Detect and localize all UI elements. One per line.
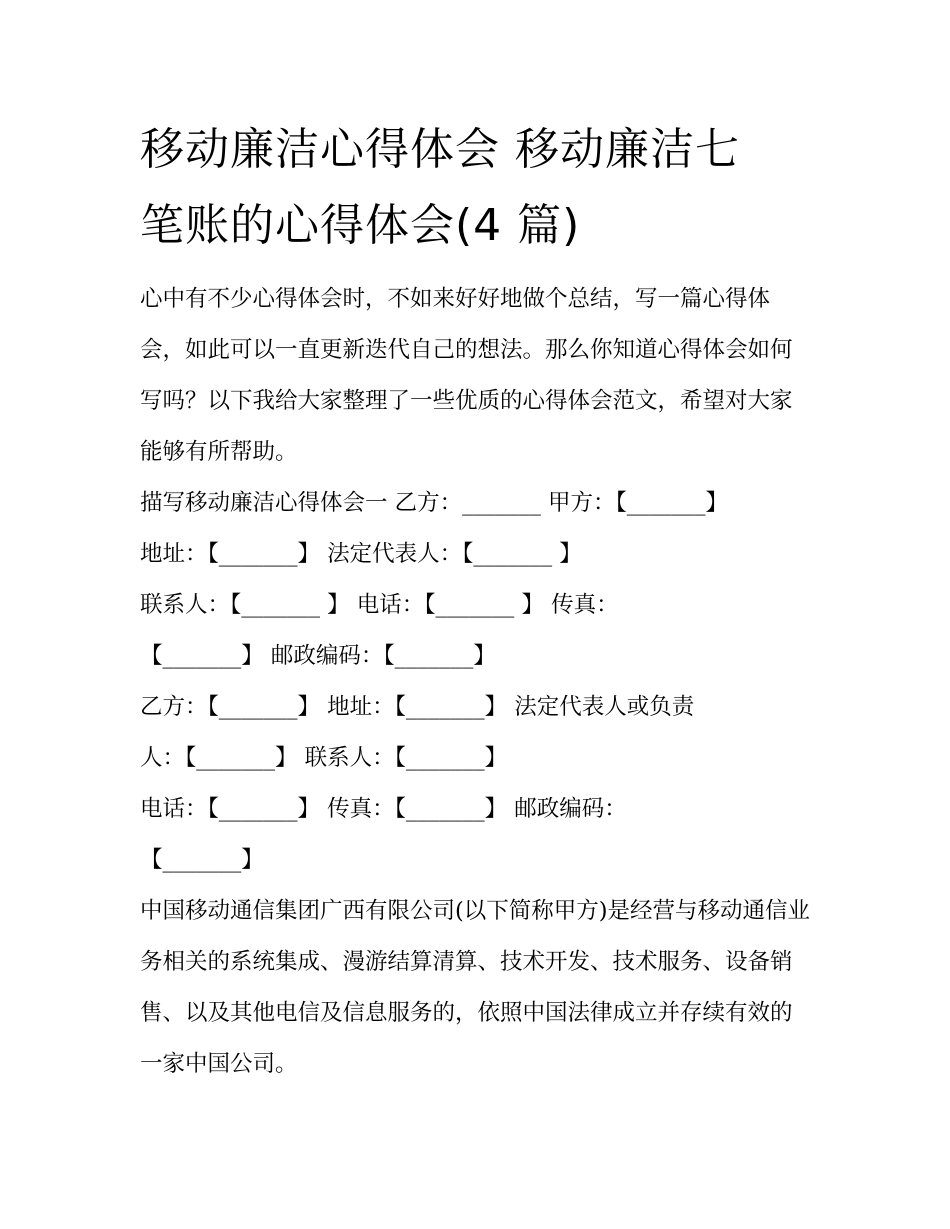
closing-paragraph: 中国移动通信集团广西有限公司(以下简称甲方)是经营与移动通信业务相关的系统集成、漫游结算清算、技术开发、技术服务、设备销售、以及其他电信及信息服务的，依照中国法律成立并存续有效的一家中国公司。 [140, 898, 811, 1077]
form-line-6: 人：【_______】 联系人：【_______】 [140, 745, 508, 771]
form-line-8: 【_______】 [140, 847, 264, 873]
form-line-5: 乙方：【_______】 地址：【_______】 法定代表人或负责 [140, 694, 695, 720]
intro-paragraph: 心中有不少心得体会时，不如来好好地做个总结，写一篇心得体会，如此可以一直更新迭代自己的想法。那么你知道心得体会如何写吗？以下我给大家整理了一些优质的心得体会范文，希望对大家能够有所帮助。 [140, 286, 793, 465]
form-line-3: 联系人：【_______ 】 电话：【_______ 】 传真： [140, 592, 619, 618]
document-title [140, 112, 820, 264]
form-line-2: 地址：【_______】 法定代表人：【_______ 】 [140, 541, 582, 567]
contract-fields [140, 478, 812, 886]
form-line-1: 描写移动廉洁心得体会一 乙方：_______ 甲方：【_______】 [140, 490, 729, 516]
form-line-7: 电话：【_______】 传真：【_______】 邮政编码： [140, 796, 627, 822]
title-line-2: 笔账的心得体会(4 篇) [140, 200, 581, 251]
document-body [140, 274, 812, 1090]
title-line-1: 移动廉洁心得体会 移动廉洁七 [140, 124, 740, 175]
form-line-4: 【_______】 邮政编码：【_______】 [140, 643, 496, 669]
